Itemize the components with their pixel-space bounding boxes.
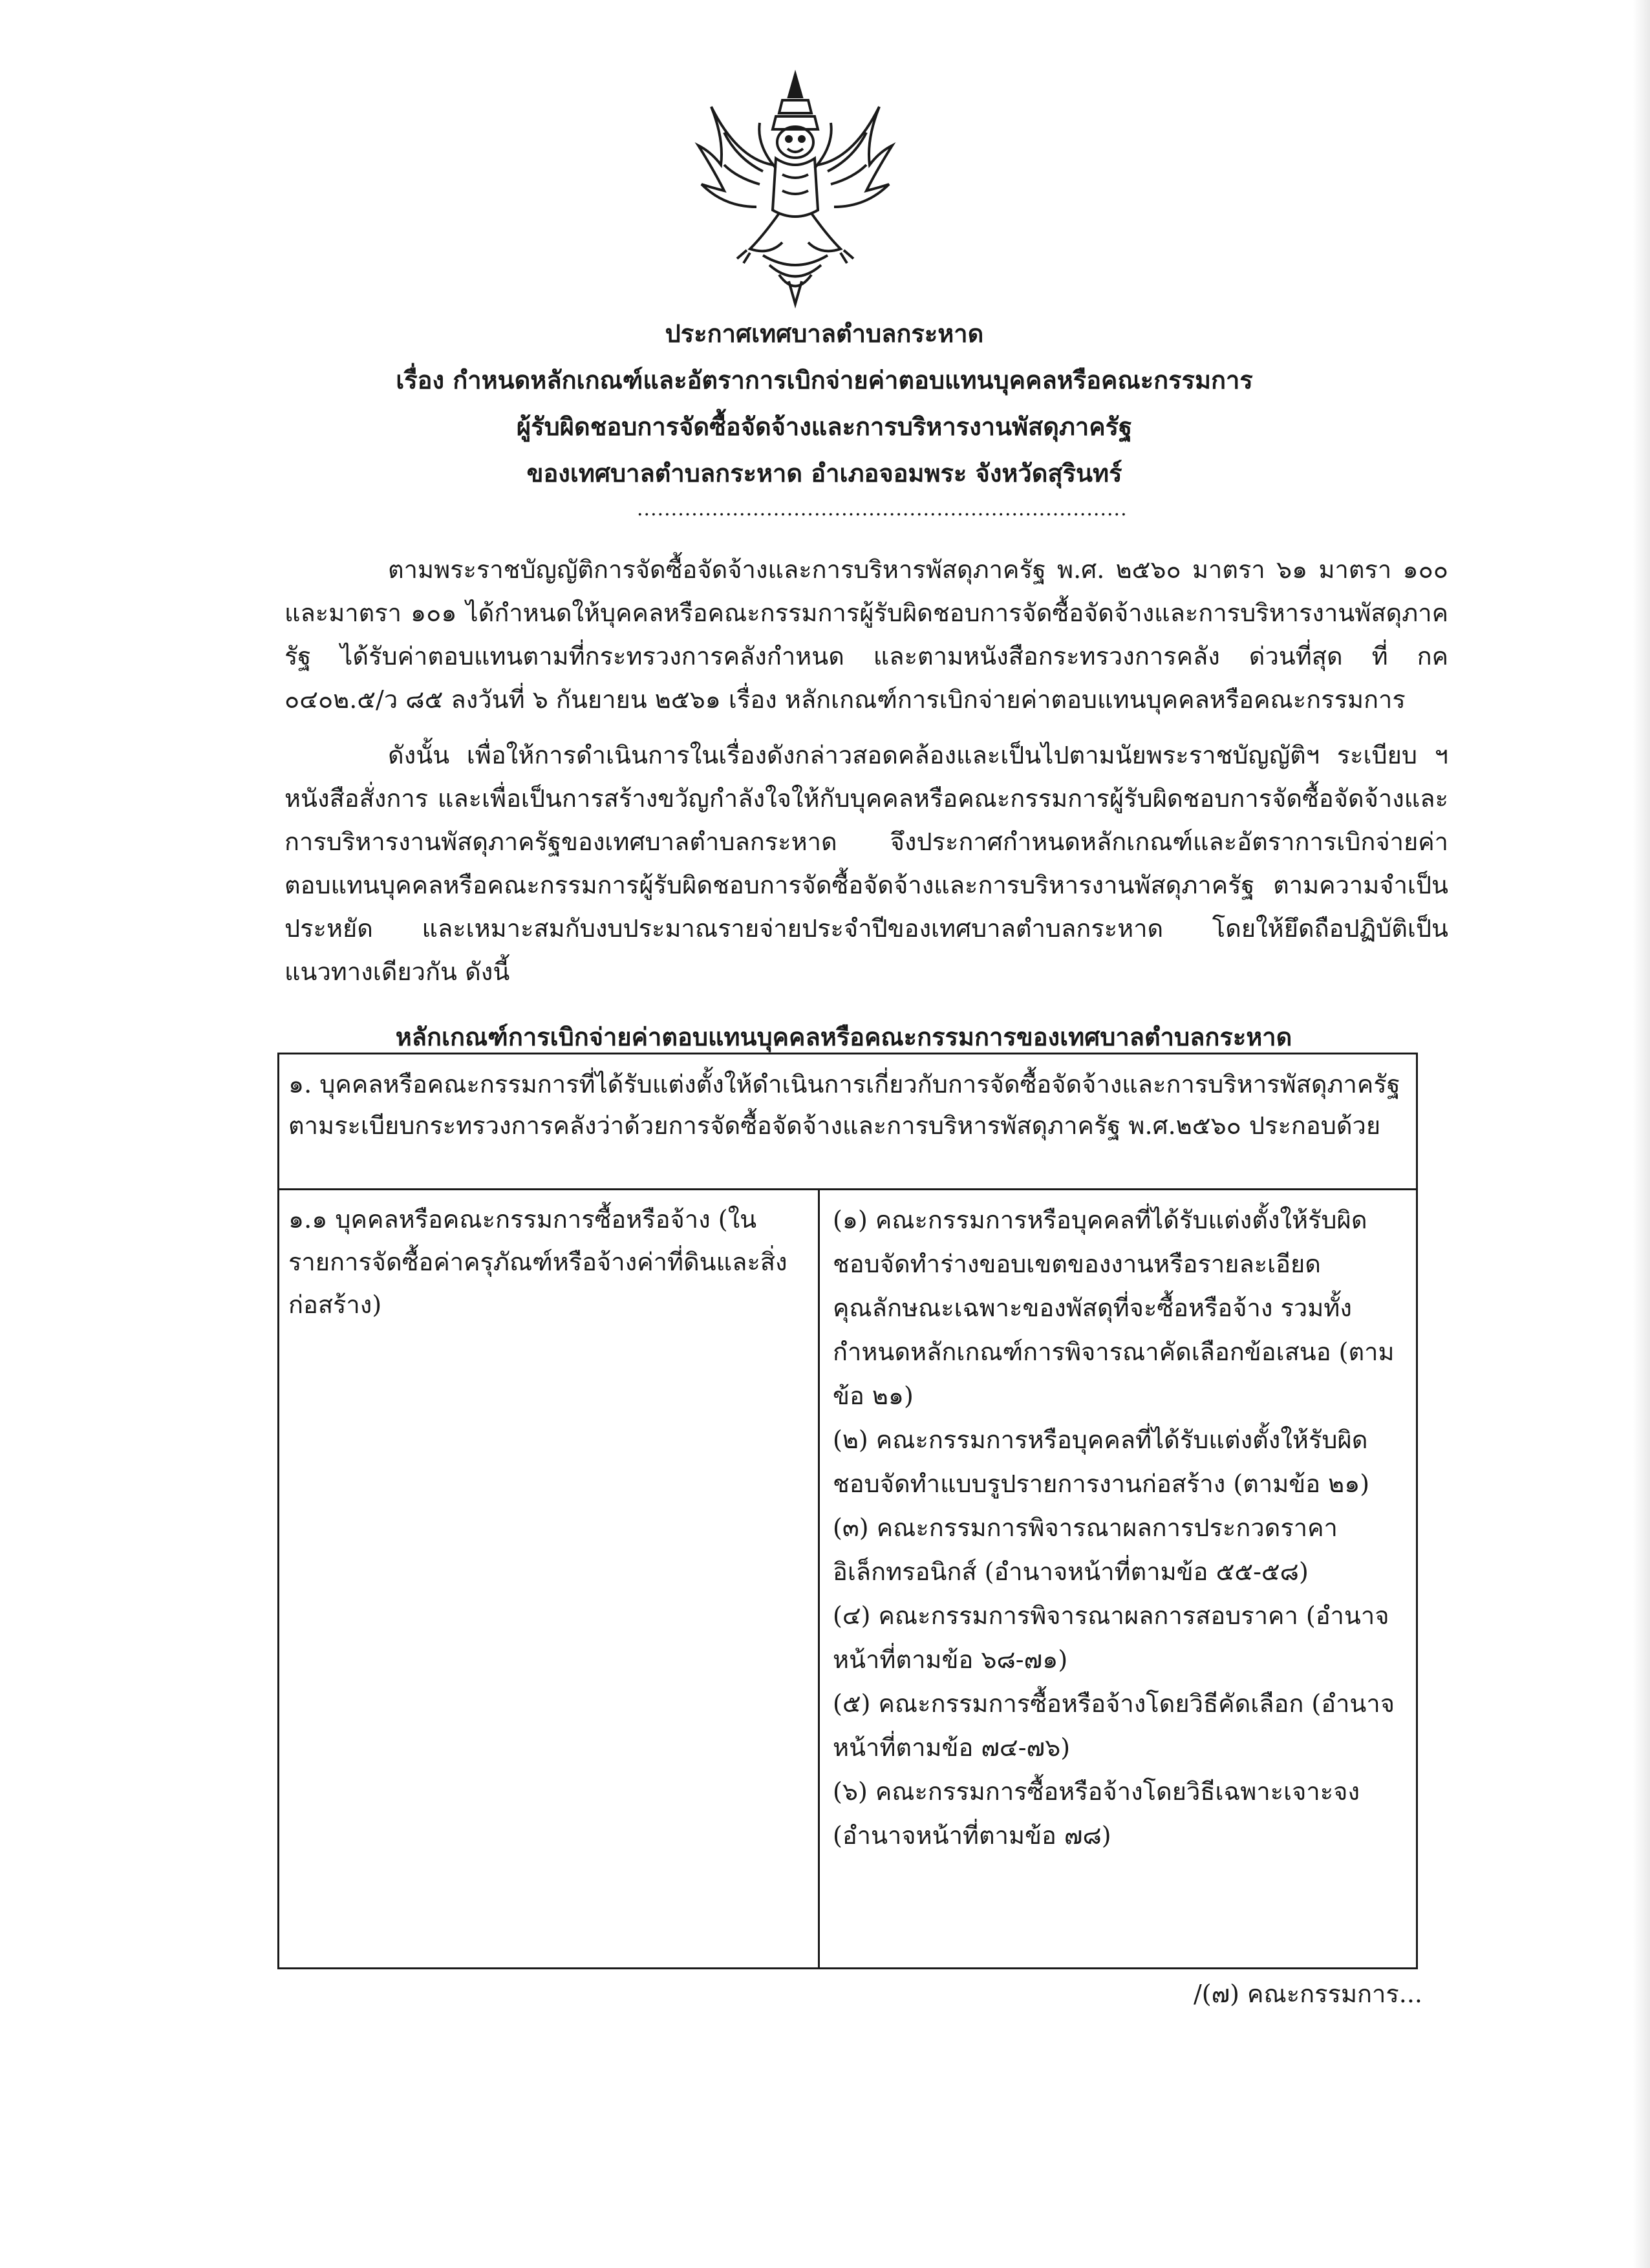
announcement-title: ประกาศเทศบาลตำบลกระหาด <box>665 319 984 348</box>
subject-line-3: ของเทศบาลตำบลกระหาด อำเภอจอมพระ จังหวัดสุรินทร์ <box>526 458 1122 487</box>
separator-dots: ........................................................................ <box>637 498 1128 520</box>
committee-item: (๑) คณะกรรมการหรือบุคคลที่ได้รับแต่งตั้งให้รับผิดชอบจัดทำร่างขอบเขตของงานหรือรายละเอียดคุณลักษณะเฉพาะของพัสดุที่จะซื้อหรือจ้าง รวมทั้งกำหนดหลักเกณฑ์การพิจารณาคัดเลือกข้อเสนอ (ตามข้อ ๒๑) <box>833 1206 1395 1410</box>
paragraph-1-text: ตามพระราชบัญญัติการจัดซื้อจัดจ้างและการบริหารพัสดุภาครัฐ พ.ศ. ๒๕๖๐ มาตรา ๖๑ มาตรา ๑๐๐ และมาตรา ๑๐๑ ได้กำหนดให้บุคคลหรือคณะกรรมการผู้รับผิดชอบการจัดซื้อจัดจ้างและการบริหารงานพัสดุภาครัฐ ได้รับค่าตอบแทนตามที่กระทรวงการคลังกำหนด และตามหนังสือกระทรวงการคลัง ด่วนที่สุด ที่ กค ๐๔๐๒.๕/ว ๘๕ ลงวันที่ ๖ กันยายน ๒๕๖๑ เรื่อง หลักเกณฑ์การเบิกจ่ายค่าตอบแทนบุคคลหรือคณะกรรมการ <box>284 555 1448 714</box>
table-left-cell: ๑.๑ บุคคลหรือคณะกรรมการซื้อหรือจ้าง (ในรายการจัดซื้อค่าครุภัณฑ์หรือจ้างค่าที่ดินและสิ่งก่อสร้าง) <box>279 1190 820 1967</box>
garuda-emblem-icon <box>685 61 905 307</box>
subject-line-2: ผู้รับผิดชอบการจัดซื้อจัดจ้างและการบริหารงานพัสดุภาครัฐ <box>516 412 1133 441</box>
committee-item: (๓) คณะกรรมการพิจารณาผลการประกวดราคาอิเล็กทรอนิกส์ (อำนาจหน้าที่ตามข้อ ๕๕-๕๘) <box>833 1514 1338 1586</box>
body-paragraph-2 <box>284 734 1448 994</box>
paragraph-2-text: ดังนั้น เพื่อให้การดำเนินการในเรื่องดังกล่าวสอดคล้องและเป็นไปตามนัยพระราชบัญญัติฯ ระเบียบ ฯ หนังสือสั่งการ และเพื่อเป็นการสร้างขวัญกำลังใจให้กับบุคคลหรือคณะกรรมการผู้รับผิดชอบการจัดซื้อจัดจ้างและการบริหารงานพัสดุภาครัฐของเทศบาลตำบลกระหาด จึงประกาศกำหนดหลักเกณฑ์และอัตราการเบิกจ่ายค่าตอบแทนบุคคลหรือคณะกรรมการผู้รับผิดชอบการจัดซื้อจัดจ้างและการบริหารงานพัสดุภาครัฐ ตามความจำเป็น ประหยัด และเหมาะสมกับงบประมาณรายจ่ายประจำปีของเทศบาลตำบลกระหาด โดยให้ยึดถือปฏิบัติเป็นแนวทางเดียวกัน ดังนี้ <box>284 741 1448 986</box>
table-title: หลักเกณฑ์การเบิกจ่ายค่าตอบแทนบุคคลหรือคณะกรรมการของเทศบาลตำบลกระหาด <box>395 1022 1292 1051</box>
committee-item: (๕) คณะกรรมการซื้อหรือจ้างโดยวิธีคัดเลือก (อำนาจหน้าที่ตามข้อ ๗๔-๗๖) <box>833 1689 1395 1762</box>
criteria-table <box>277 1053 1418 1969</box>
page-edge-shadow <box>1633 0 1650 2268</box>
committee-item: (๒) คณะกรรมการหรือบุคคลที่ได้รับแต่งตั้งให้รับผิดชอบจัดทำแบบรูปรายการงานก่อสร้าง (ตามข้อ ๒๑) <box>833 1426 1370 1498</box>
subject-line-1: เรื่อง กำหนดหลักเกณฑ์และอัตราการเบิกจ่ายค่าตอบแทนบุคคลหรือคณะกรรมการ <box>396 365 1253 394</box>
body-paragraph-1 <box>284 548 1448 722</box>
continuation-note: /(๗) คณะกรรมการ... <box>1193 1980 1422 2008</box>
committee-item: (๖) คณะกรรมการซื้อหรือจ้างโดยวิธีเฉพาะเจาะจง (อำนาจหน้าที่ตามข้อ ๗๘) <box>833 1777 1360 1850</box>
table-right-cell <box>820 1190 1416 1967</box>
table-header-row: ๑. บุคคลหรือคณะกรรมการที่ได้รับแต่งตั้งให้ดำเนินการเกี่ยวกับการจัดซื้อจัดจ้างและการบริหารพัสดุภาครัฐ ตามระเบียบกระทรวงการคลังว่าด้วยการจัดซื้อจัดจ้างและการบริหารพัสดุภาครัฐ พ.ศ.๒๕๖๐ ประกอบด้วย <box>279 1054 1416 1190</box>
committee-item: (๔) คณะกรรมการพิจารณาผลการสอบราคา (อำนาจหน้าที่ตามข้อ ๖๘-๗๑) <box>833 1601 1389 1674</box>
